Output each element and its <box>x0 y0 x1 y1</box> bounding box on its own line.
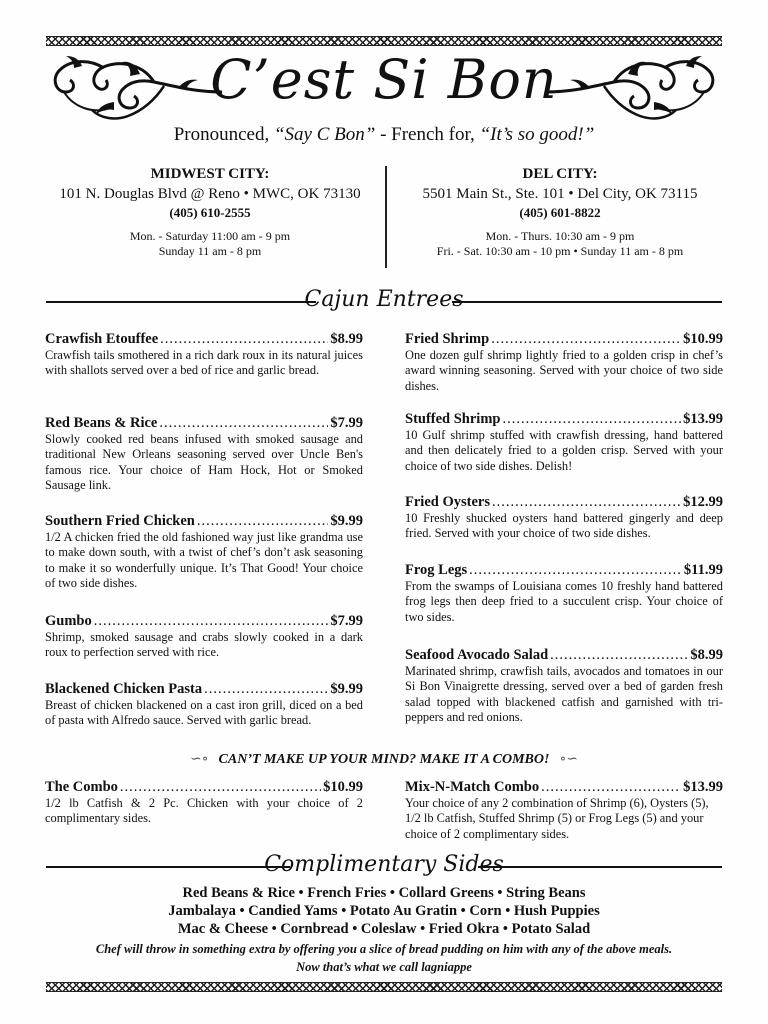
leader-dots <box>94 613 329 630</box>
item-name: Stuffed Shrimp <box>405 411 501 427</box>
combo-banner <box>0 751 768 768</box>
sides-list <box>0 884 768 976</box>
subtitle-mid: - French for, <box>375 124 480 145</box>
leader-dots <box>491 331 681 348</box>
item-description: 10 Gulf shrimp stuffed with crawfish dressing, hand battered and then delicately fried to a golden crisp. Served with your choice of two side dishes. Delish! <box>405 428 723 473</box>
item-description: Slowly cooked red beans infused with smoked sausage and traditional New Orleans seasoning served over Uncle Ben's famous rice. Your choice of Ham Hock, Hot or Smoked Sausage link. <box>45 432 363 493</box>
location-midwest-city <box>40 166 380 259</box>
pronunciation-subtitle <box>0 124 768 146</box>
item-price: $8.99 <box>330 331 363 347</box>
item-price: $13.99 <box>683 779 723 795</box>
item-name: Mix-N-Match Combo <box>405 779 540 795</box>
item-price: $10.99 <box>683 331 723 347</box>
subtitle-pronunciation: “Say C Bon” <box>273 124 376 145</box>
header <box>40 48 728 124</box>
chef-note-line: Now that’s what we call lagniappe <box>296 960 472 974</box>
swirl-right-icon: ∘∽ <box>559 752 579 767</box>
location-hours <box>390 229 730 259</box>
section-title: Complimentary Sides <box>264 852 504 877</box>
menu-item <box>45 331 363 379</box>
item-price: $8.99 <box>690 647 723 663</box>
location-city: DEL CITY: <box>522 166 598 182</box>
locations <box>40 166 730 270</box>
item-name: Crawfish Etouffee <box>45 331 159 347</box>
menu-item <box>405 647 723 726</box>
menu-item <box>45 779 363 827</box>
combo-banner-text: CAN’T MAKE UP YOUR MIND? MAKE IT A COMBO! <box>218 752 550 767</box>
entrees-heading <box>46 287 722 317</box>
item-name: Southern Fried Chicken <box>45 513 195 529</box>
leader-dots <box>197 513 329 530</box>
item-name: Frog Legs <box>405 562 468 578</box>
chef-note <box>0 940 768 976</box>
location-address: 5501 Main St., Ste. 101 • Del City, OK 73115 <box>422 186 698 202</box>
location-city: MIDWEST CITY: <box>150 166 270 182</box>
menu-item <box>45 415 363 494</box>
menu-item <box>45 613 363 661</box>
menu-item <box>405 494 723 542</box>
chef-note-line: Chef will throw in something extra by offering you a slice of bread pudding on him with any of the above meals. <box>95 942 673 956</box>
item-description: 10 Freshly shucked oysters hand battered gingerly and deep fried. Served with your choice of two side dishes. <box>405 511 723 541</box>
hours-line: Mon. - Saturday 11:00 am - 9 pm <box>129 229 291 243</box>
menu-item <box>45 681 363 729</box>
item-name: Seafood Avocado Salad <box>405 647 549 663</box>
location-del-city <box>390 166 730 259</box>
item-name: Fried Shrimp <box>405 331 490 347</box>
hours-line: Fri. - Sat. 10:30 am - 10 pm • Sunday 11 am - 8 pm <box>436 244 684 258</box>
item-name: Blackened Chicken Pasta <box>45 681 203 697</box>
subtitle-lead: Pronounced, <box>173 124 274 145</box>
menu-item <box>405 411 723 474</box>
leader-dots <box>120 779 321 796</box>
menu-item <box>405 779 723 842</box>
hours-line: Sunday 11 am - 8 pm <box>158 244 262 258</box>
item-price: $7.99 <box>330 613 363 629</box>
leader-dots <box>469 562 682 579</box>
subtitle-meaning: “It’s so good!” <box>479 124 595 145</box>
location-hours <box>40 229 380 259</box>
item-price: $7.99 <box>330 415 363 431</box>
leader-dots <box>159 415 328 432</box>
location-address: 101 N. Douglas Blvd @ Reno • MWC, OK 73130 <box>59 186 361 202</box>
item-description: Your choice of any 2 combination of Shrimp (6), Oysters (5), 1/2 lb Catfish, Stuffed Shrimp (5) or Frog Legs (5) and your choice of 2 complimentary sides. <box>405 796 709 841</box>
menu-item <box>405 331 723 394</box>
bottom-border <box>46 982 722 992</box>
sides-line: Jambalaya • Candied Yams • Potato Au Gratin • Corn • Hush Puppies <box>168 903 600 919</box>
location-phone: (405) 610-2555 <box>169 205 251 220</box>
item-price: $9.99 <box>330 513 363 529</box>
sides-line: Mac & Cheese • Cornbread • Coleslaw • Fried Okra • Potato Salad <box>177 921 591 937</box>
section-title: Cajun Entrees <box>304 287 464 312</box>
leader-dots <box>541 779 681 796</box>
menu-item <box>405 562 723 625</box>
leader-dots <box>550 647 688 664</box>
item-price: $9.99 <box>330 681 363 697</box>
item-description: Crawfish tails smothered in a rich dark roux in its natural juices with shallots served over a bed of rice and garlic bread. <box>45 348 363 378</box>
item-name: Fried Oysters <box>405 494 490 510</box>
menu-item <box>45 513 363 592</box>
item-price: $13.99 <box>683 411 723 427</box>
item-name: Gumbo <box>45 613 92 629</box>
sides-heading <box>46 852 722 882</box>
item-description: Marinated shrimp, crawfish tails, avocados and tomatoes in our Si Bon Vinaigrette dressing, served over a bed of garden fresh salad topped with blackened catfish and garnished with tri-peppers and red onions. <box>405 664 723 725</box>
swirl-left-icon: ∽∘ <box>189 752 209 767</box>
top-border <box>46 36 722 46</box>
item-description: 1/2 A chicken fried the old fashioned way just like grandma use to make down south, with a twist of chef’s don’t ask seasoning to make it so wonderfully unique. It’s That Good! Your choice of two side dishes. <box>45 530 363 591</box>
leader-dots <box>502 411 681 428</box>
item-price: $11.99 <box>683 562 723 578</box>
restaurant-title: C’est Si Bon <box>210 48 558 111</box>
item-description: From the swamps of Louisiana comes 10 freshly hand battered frog legs then deep fried to a succulent crisp. Your choice of two sides. <box>405 579 723 624</box>
hours-line: Mon. - Thurs. 10:30 am - 9 pm <box>485 229 635 243</box>
sides-line: Red Beans & Rice • French Fries • Collard Greens • String Beans <box>182 885 586 901</box>
item-price: $12.99 <box>683 494 723 510</box>
leader-dots <box>204 681 328 698</box>
item-name: The Combo <box>45 779 118 795</box>
leader-dots <box>492 494 681 511</box>
item-name: Red Beans & Rice <box>45 415 158 431</box>
item-price: $10.99 <box>323 779 363 795</box>
item-description: Shrimp, smoked sausage and crabs slowly cooked in a dark roux to perfection served with rice. <box>45 630 363 660</box>
leader-dots <box>160 331 328 348</box>
item-description: 1/2 lb Catfish & 2 Pc. Chicken with your choice of 2 complimentary sides. <box>45 796 363 826</box>
location-phone: (405) 601-8822 <box>519 205 601 220</box>
item-description: One dozen gulf shrimp lightly fried to a golden crisp in chef’s award winning seasoning. Served with your choice of two side dishes. <box>405 348 723 393</box>
location-divider <box>385 166 387 268</box>
item-description: Breast of chicken blackened on a cast iron grill, diced on a bed of pasta with Alfredo sauce. Served with garlic bread. <box>45 698 363 728</box>
